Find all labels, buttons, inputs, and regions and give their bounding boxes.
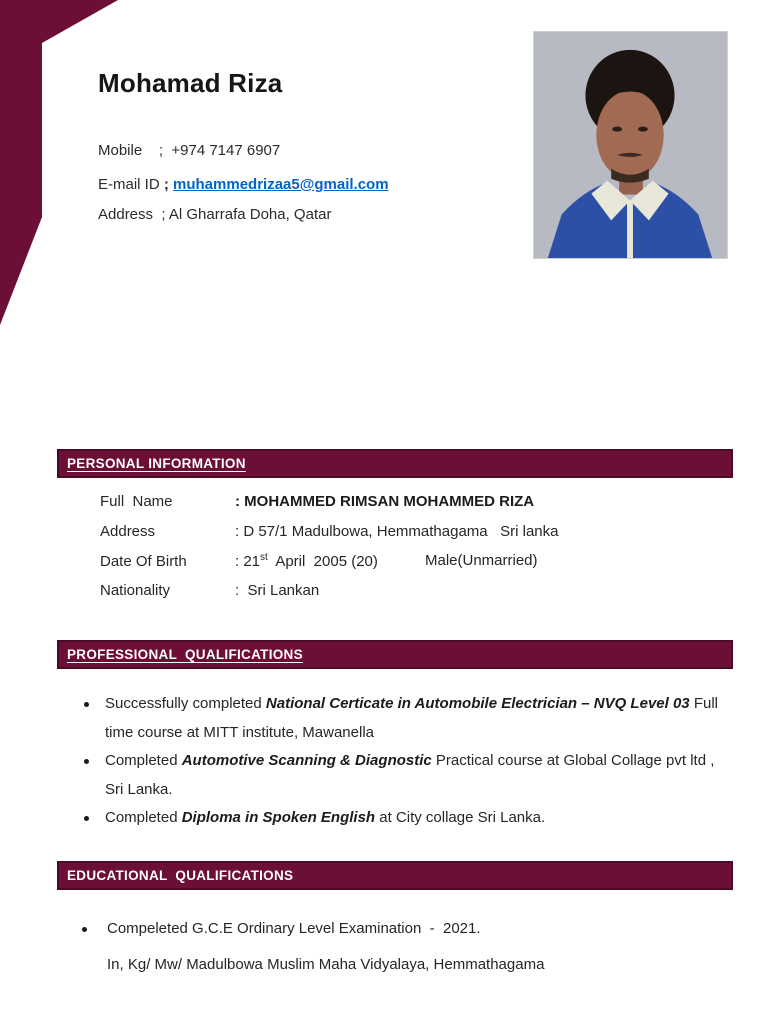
school-name-line: In, Kg/ Mw/ Madulbowa Muslim Maha Vidyalaya, Hemmathagama [107,956,545,973]
list-item: Compeleted G.C.E Ordinary Level Examination - 2021. [78,915,730,944]
list-item: Successfully completed National Certicate in Automobile Electrician – NVQ Level 03 Full time course at MITT institute, Mawanella [78,690,730,747]
field-value: : MOHAMMED RIMSAN MOHAMMED RIZA [235,493,535,510]
page-title: Mohamad Riza [98,68,283,98]
mobile-value: +974 7147 6907 [171,142,281,159]
professional-qualifications-list [78,690,730,833]
section-title-personal: PERSONAL INFORMATION [67,456,246,471]
section-bar-personal [57,449,733,478]
field-label: Date Of Birth [100,553,187,570]
list-item: Completed Diploma in Spoken English at City collage Sri Lanka. [78,804,730,833]
address-separator: ; [153,206,169,223]
field-date-of-birth [100,552,740,570]
field-address [100,523,740,540]
profile-photo [533,31,728,259]
section-title-professional: PROFESSIONAL QUALIFICATIONS [67,647,303,662]
field-value: : 21st April 2005 (20) [235,552,378,570]
field-label: Address [100,523,156,540]
course-name: National Certicate in Automobile Electrician – NVQ Level 03 [265,695,690,712]
section-title-educational: EDUCATIONAL QUALIFICATIONS [67,868,294,883]
address-value: Al Gharrafa Doha, Qatar [168,206,332,223]
course-name: Diploma in Spoken English [181,809,376,826]
course-name: Automotive Scanning & Diagnostic [181,752,432,769]
email-link[interactable]: muhammedrizaa5@gmail.com [173,176,389,193]
address-row [98,206,331,223]
field-value: : D 57/1 Madulbowa, Hemmathagama Sri lanka [235,523,559,540]
ordinal-suffix: st [260,552,268,563]
corner-ribbon-shape [0,0,130,340]
field-value: : Sri Lankan [235,582,320,599]
address-label: Address [98,206,154,223]
mobile-label: Mobile [98,142,143,159]
field-label: Nationality [100,582,171,599]
mobile-row [98,142,280,159]
mobile-separator: ; [142,142,172,159]
field-full-name [100,493,740,510]
email-row [98,176,389,193]
email-separator: ; [159,176,174,193]
gender-marital-status: Male(Unmarried) [425,552,538,569]
email-label: E-mail ID [98,176,160,193]
list-item: Completed Automotive Scanning & Diagnostic Practical course at Global Collage pvt ltd , Sri Lanka. [78,747,730,804]
educational-qualifications-list [78,915,730,944]
section-bar-educational [57,861,733,890]
field-label: Full Name [100,493,173,510]
field-nationality [100,582,740,599]
section-bar-professional [57,640,733,669]
